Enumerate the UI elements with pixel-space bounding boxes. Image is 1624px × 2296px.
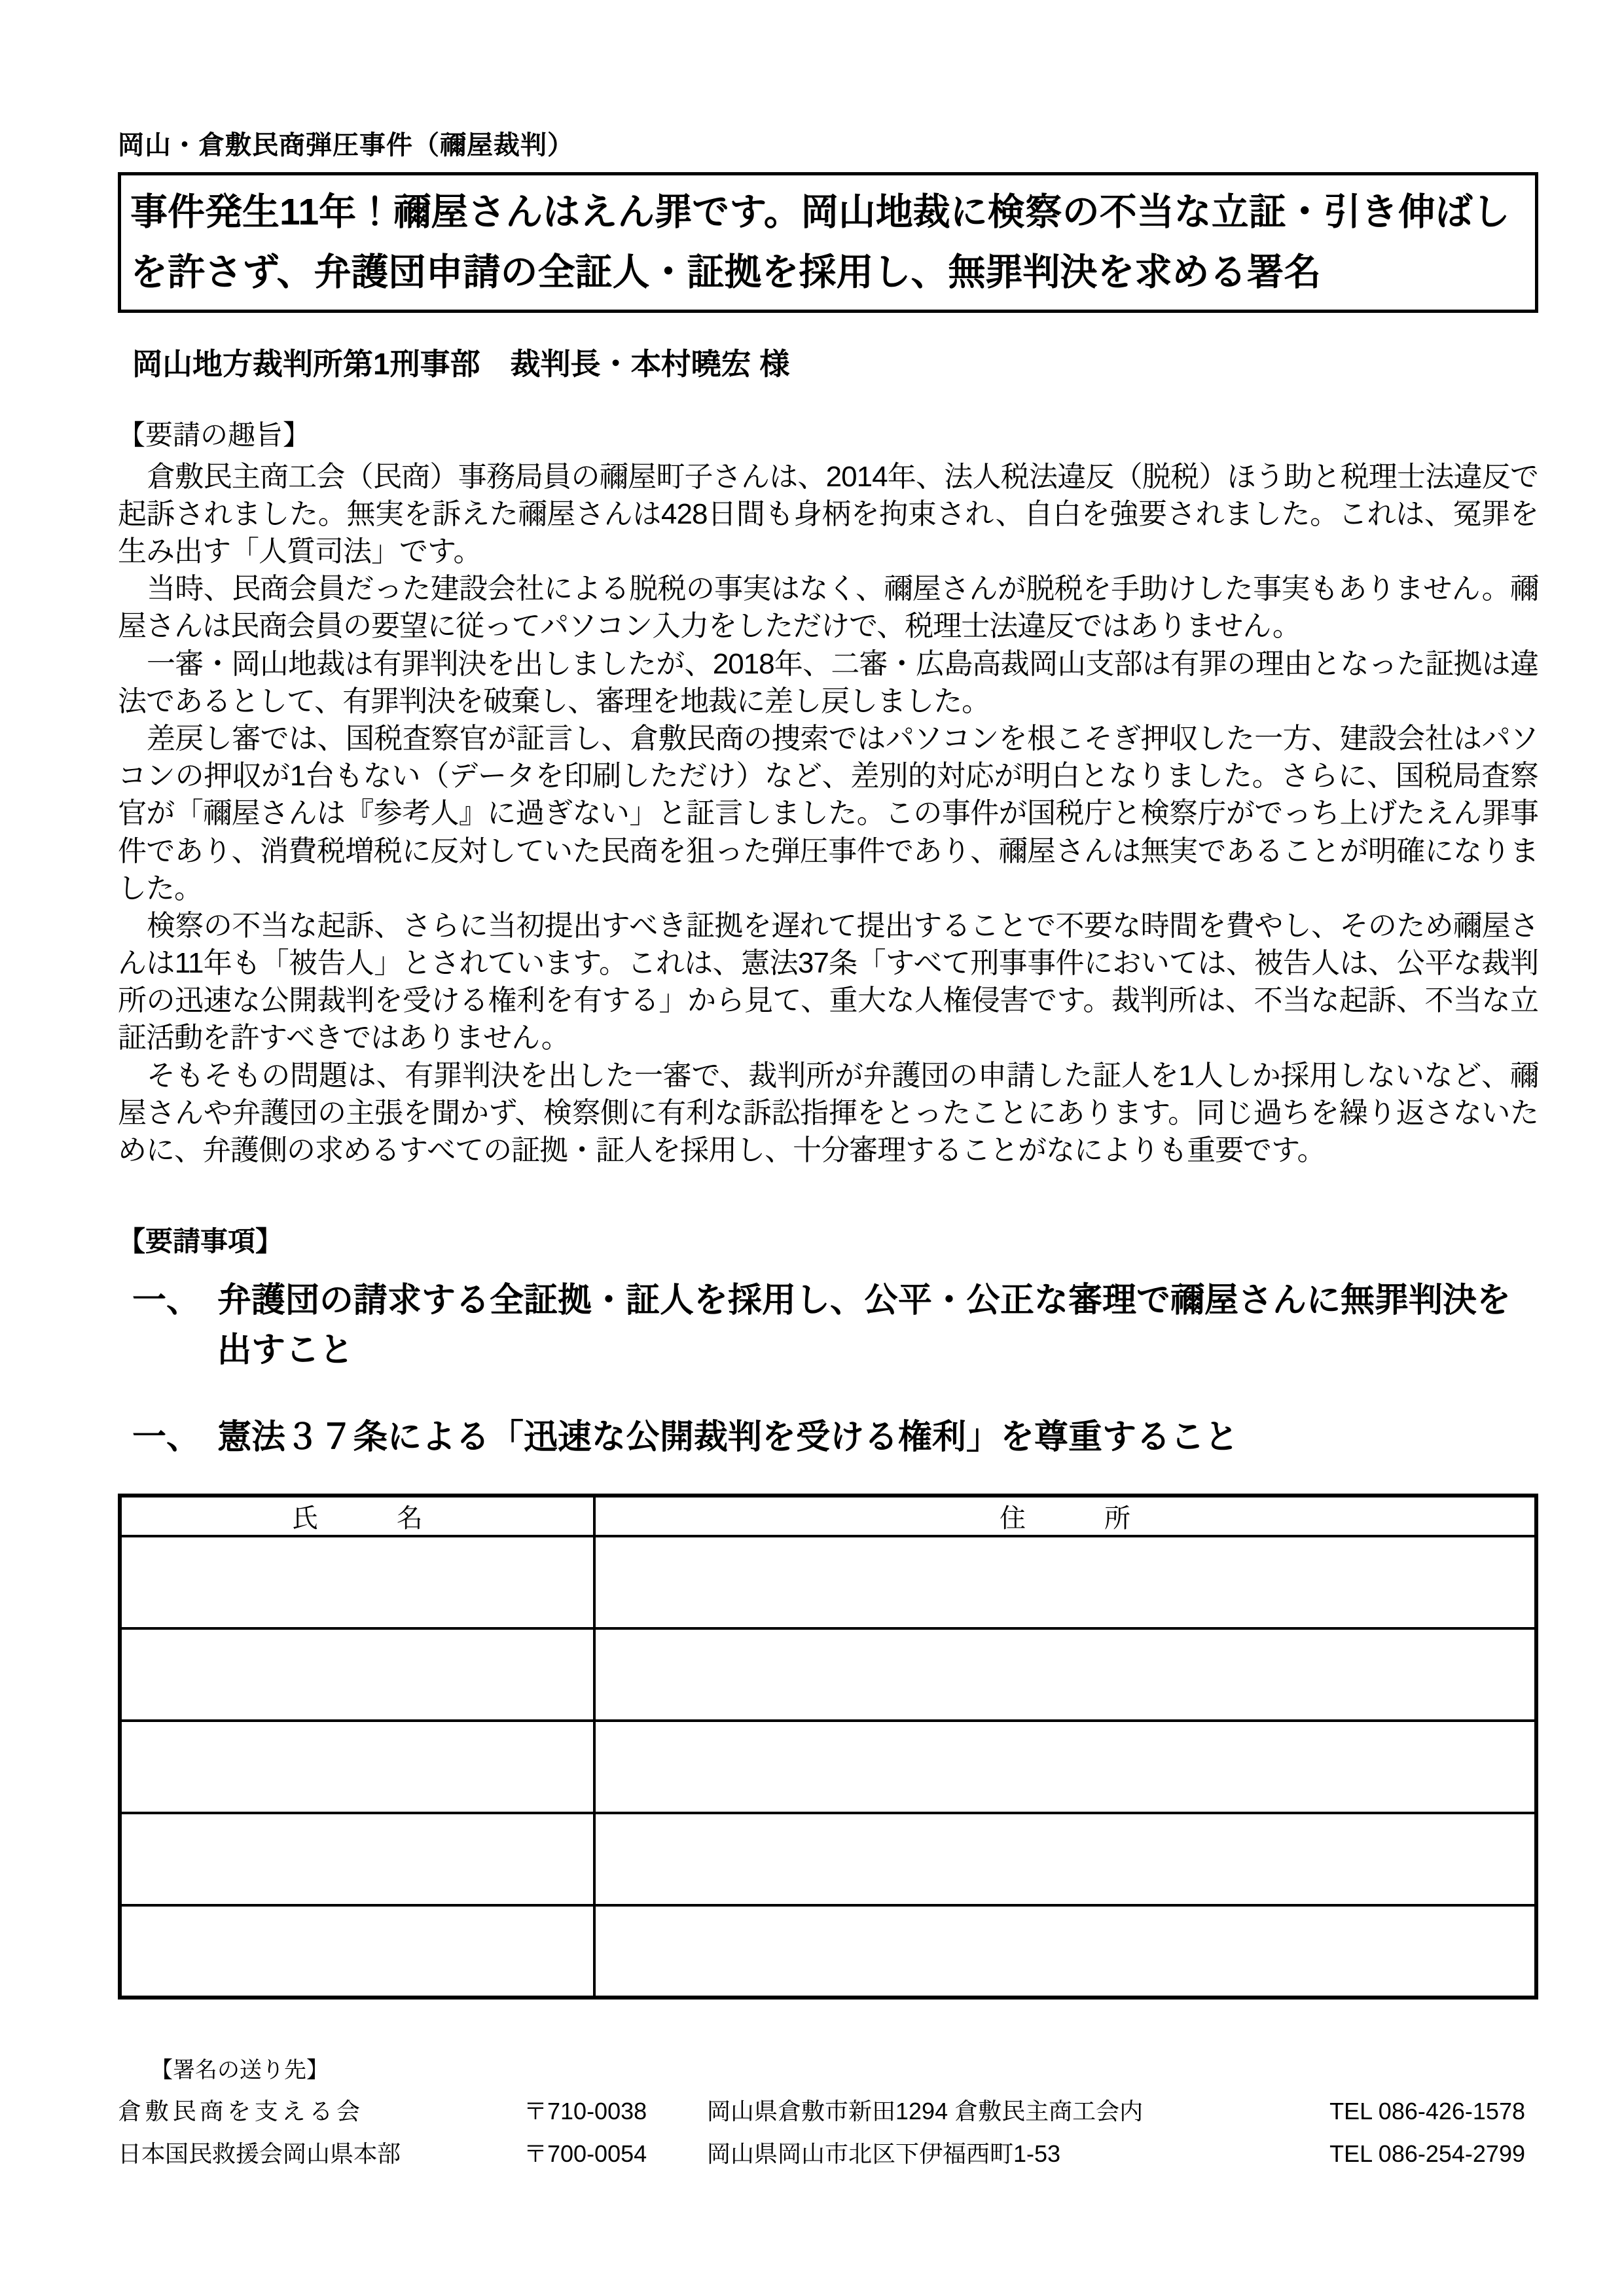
- signature-row: [120, 1813, 1536, 1905]
- contact-address: 岡山県岡山市北区下伊福西町1-53: [707, 2140, 1061, 2168]
- signature-address-cell-4[interactable]: [594, 1813, 1536, 1905]
- request-item-1: [118, 1276, 1538, 1375]
- signature-table: [118, 1494, 1538, 2000]
- contact-telephone: TEL 086-426-1578: [1329, 2098, 1525, 2125]
- document-content: [118, 124, 1538, 2169]
- contact-row-2: [118, 2136, 1538, 2169]
- signature-row: [120, 1628, 1536, 1721]
- signature-row: [120, 1905, 1536, 1998]
- petition-title-box: [118, 172, 1538, 313]
- petition-title: 事件発生11年！禰屋さんはえん罪です。岡山地裁に検察の不当な立証・引き伸ばしを許さず、弁護団申請の全証人・証拠を採用し、無罪判決を求める署名: [130, 191, 1510, 294]
- signature-row: [120, 1536, 1536, 1628]
- signature-table-header-row: [120, 1496, 1536, 1536]
- purpose-paragraphs: [118, 458, 1538, 1170]
- signature-address-cell-5[interactable]: [594, 1905, 1536, 1998]
- request-item-text: 憲法３７条による「迅速な公開裁判を受ける権利」を尊重すること: [217, 1418, 1239, 1456]
- contact-org: 日本国民救援会岡山県本部: [118, 2140, 401, 2168]
- request-item-marker: 一、: [132, 1282, 201, 1320]
- petition-paragraph: 一審・岡山地裁は有罪判決を出しましたが、2018年、二審・広島高裁岡山支部は有罪の理由となった証拠は違法であるとして、有罪判決を破棄し、審理を地裁に差し戻しました。: [118, 647, 1538, 717]
- petition-paragraph: そもそもの問題は、有罪判決を出した一審で、裁判所が弁護団の申請した証人を1人しか採用しないなど、禰屋さんや弁護団の主張を聞かず、検察側に有利な訴訟指揮をとったことにあります。同じ過ちを繰り返さないために、弁護側の求めるすべての証拠・証人を採用し、十分審理することがなによりも重要です。: [118, 1059, 1538, 1167]
- request-item-2: [118, 1413, 1538, 1462]
- petition-paragraph: 倉敷民主商工会（民商）事務局員の禰屋町子さんは、2014年、法人税法違反（脱税）ほう助と税理士法違反で起訴されました。無実を訴えた禰屋さんは428日間も身柄を拘束され、自白を強要されました。これは、冤罪を生み出す「人質司法」です。: [118, 460, 1538, 568]
- signature-address-cell-2[interactable]: [594, 1628, 1536, 1721]
- signature-address-cell-3[interactable]: [594, 1721, 1536, 1813]
- signature-name-cell-1[interactable]: [120, 1536, 594, 1628]
- signature-address-cell-1[interactable]: [594, 1536, 1536, 1628]
- contact-org: 倉敷民商を支える会: [118, 2098, 360, 2125]
- name-column-header: 氏 名: [120, 1496, 594, 1536]
- request-item-text: 弁護団の請求する全証拠・証人を採用し、公平・公正な審理で禰屋さんに無罪判決を出すこと: [217, 1282, 1511, 1369]
- signature-name-cell-5[interactable]: [120, 1905, 594, 1998]
- petition-paragraph: 差戻し審では、国税査察官が証言し、倉敷民商の捜索ではパソコンを根こそぎ押収した一方、建設会社はパソコンの押収が1台もない（データを印刷しただけ）など、差別的対応が明白となりました。さらに、国税局査察官が「禰屋さんは『参考人』に過ぎない」と証言しました。この事件が国税庁と検察庁がでっち上げたえん罪事件であり、消費税増税に反対していた民商を狙った弾圧事件であり、禰屋さんは無実であることが明確になりました。: [118, 722, 1538, 905]
- case-label: 岡山・倉敷民商弾圧事件（禰屋裁判）: [118, 131, 574, 160]
- contact-telephone: TEL 086-254-2799: [1329, 2140, 1525, 2168]
- contact-postal-code: 〒700-0054: [524, 2140, 647, 2168]
- petition-paragraph: 当時、民商会員だった建設会社による脱税の事実はなく、禰屋さんが脱税を手助けした事実もありません。禰屋さんは民商会員の要望に従ってパソコン入力をしただけで、税理士法違反ではありません。: [118, 573, 1538, 643]
- contact-address: 岡山県倉敷市新田1294 倉敷民主商工会内: [707, 2098, 1144, 2125]
- signature-row: [120, 1721, 1536, 1813]
- petition-paragraph: 検察の不当な起訴、さらに当初提出すべき証拠を遅れて提出することで不要な時間を費やし、そのため禰屋さんは11年も「被告人」とされています。これは、憲法37条「すべて刑事事件においては、被告人は、公平な裁判所の迅速な公開裁判を受ける権利を有する」から見て、重大な人権侵害です。裁判所は、不当な起訴、不当な立証活動を許すべきではありません。: [118, 909, 1538, 1054]
- signature-name-cell-3[interactable]: [120, 1721, 594, 1813]
- send-to-heading: 【署名の送り先】: [151, 2058, 329, 2083]
- contact-row-1: [118, 2093, 1538, 2126]
- contact-postal-code: 〒710-0038: [524, 2098, 647, 2125]
- purpose-heading: 【要請の趣旨】: [118, 419, 311, 450]
- request-item-marker: 一、: [132, 1418, 201, 1456]
- addressee-line: 岡山地方裁判所第1刑事部 裁判長・本村曉宏 様: [132, 346, 790, 381]
- address-column-header: 住 所: [594, 1496, 1536, 1536]
- signature-name-cell-2[interactable]: [120, 1628, 594, 1721]
- signature-name-cell-4[interactable]: [120, 1813, 594, 1905]
- requests-heading: 【要請事項】: [118, 1226, 283, 1257]
